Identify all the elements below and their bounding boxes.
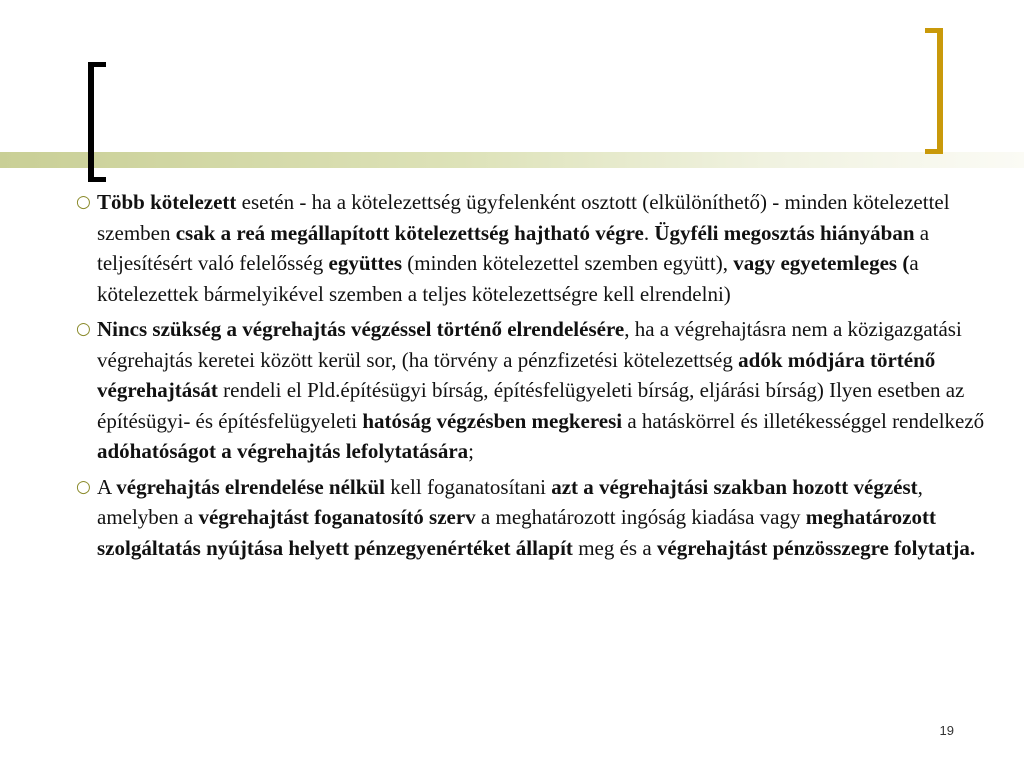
bold-text-segment: együttes <box>328 251 402 275</box>
text-segment: rendeli el Pld.építésügyi bírság, építésfelügyeleti bírság, eljárási bírság) Ilyen esetben az építésügyi- és építésfelügyeleti <box>97 378 965 433</box>
page-number: 19 <box>939 723 954 738</box>
bold-text-segment: meghatározott szolgáltatás nyújtása helyett pénzegyenértéket állapít <box>97 505 936 560</box>
text-segment: a kötelezettek bármelyikével szemben a teljes kötelezettségre kell elrendelni) <box>97 251 919 306</box>
bullet-text <box>97 475 975 560</box>
bullet-text <box>97 190 950 306</box>
text-segment: a meghatározott ingóság kiadása vagy <box>475 505 806 529</box>
bold-text-segment: vagy egyetemleges ( <box>733 251 910 275</box>
text-segment: . <box>643 220 655 245</box>
bullet-marker-icon: ○ <box>76 476 91 497</box>
text-segment: a teljesítésért való felelősség <box>97 220 930 275</box>
text-segment: esetén - ha a kötelezettség ügyfelenként osztott (elkülöníthető) - minden kötelezettel szemben <box>97 190 950 245</box>
bold-text-segment: csak a reá megállapított kötelezettség hajtható végre <box>175 220 644 245</box>
bold-text-segment: Ügyféli megosztás hiányában <box>654 220 915 245</box>
bold-text-segment: végrehajtást pénzösszegre folytatja. <box>656 535 976 560</box>
bold-text-segment: Nincs szükség a végrehajtás végzéssel történő elrendelésére <box>97 317 625 341</box>
bold-text-segment: adóhatóságot a végrehajtás lefolytatására <box>97 439 469 463</box>
bold-text-segment: Több kötelezett <box>97 190 237 214</box>
bold-text-segment: azt a végrehajtási szakban hozott végzést <box>551 474 918 499</box>
text-segment: ; <box>468 439 474 463</box>
bullet-item-3 <box>76 472 986 564</box>
bold-text-segment: adók módjára történő végrehajtását <box>97 347 936 402</box>
bullet-text <box>97 317 984 463</box>
bullet-marker-icon: ○ <box>76 192 91 212</box>
bullet-marker-icon: ○ <box>76 319 91 339</box>
text-segment: (minden kötelezettel szemben együtt), <box>402 251 734 275</box>
bold-text-segment: hatóság végzésben megkeresi <box>362 408 623 433</box>
text-segment: kell foganatosítani <box>384 474 552 499</box>
bullet-item-2 <box>76 314 986 467</box>
text-segment: meg és a <box>572 535 657 560</box>
right-bracket-decoration <box>925 28 943 154</box>
bullet-item-1 <box>76 187 986 309</box>
text-segment: A <box>97 474 117 499</box>
left-bracket-decoration <box>88 62 106 182</box>
bold-text-segment: végrehajtás elrendelése nélkül <box>116 474 385 499</box>
text-segment: , amelyben a <box>97 474 923 529</box>
bold-text-segment: végrehajtást foganatosító szerv <box>198 505 476 529</box>
bullet-list <box>76 187 986 568</box>
text-segment: , ha a végrehajtásra nem a közigazgatási végrehajtás keretei között kerül sor, (ha törvény a pénzfizetési kötelezettség <box>97 317 962 372</box>
text-segment: a hatáskörrel és illetékességgel rendelkező <box>622 408 985 433</box>
header-band <box>0 152 1024 168</box>
